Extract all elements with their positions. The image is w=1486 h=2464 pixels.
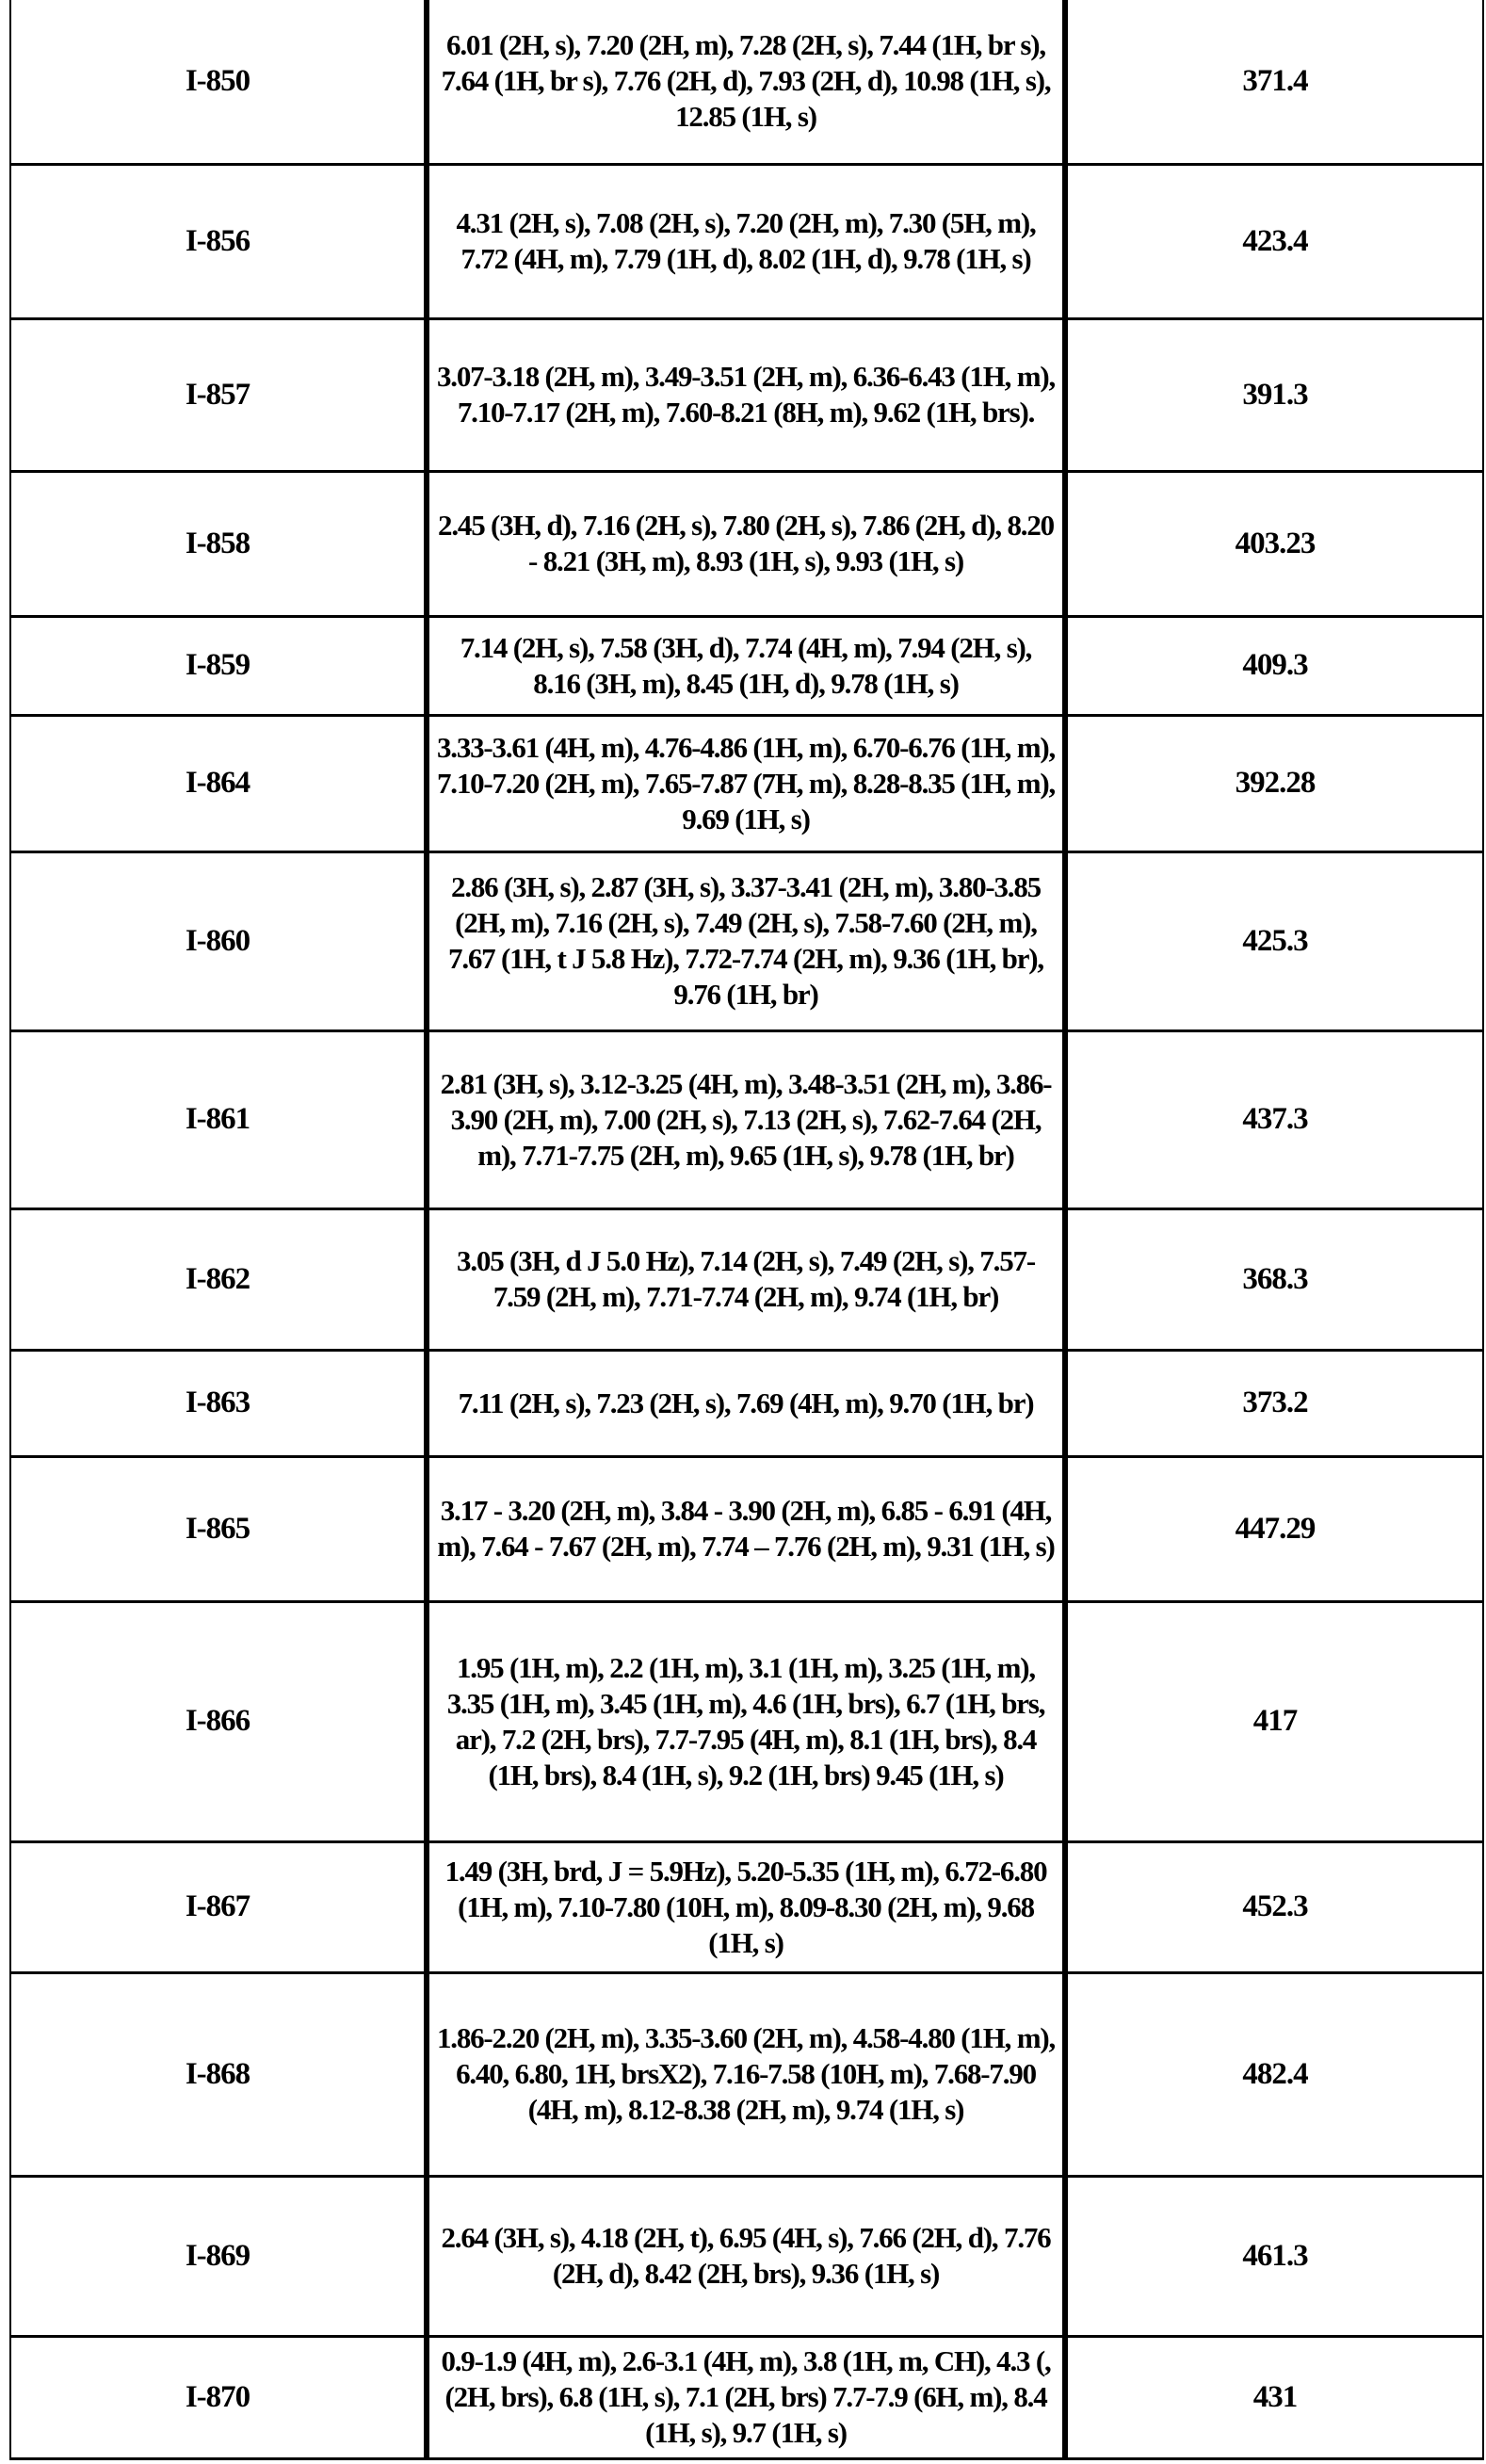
mass-cell: 431 — [1065, 2336, 1483, 2458]
nmr-data-cell: 1.49 (3H, brd, J = 5.9Hz), 5.20-5.35 (1H, m), 6.72-6.80 (1H, m), 7.10-7.80 (10H, m), 8.09-8.30 (2H, m), 9.68 (1H, s) — [427, 1841, 1065, 1972]
compound-id-cell: I-858 — [10, 471, 427, 616]
compound-id-cell: I-864 — [10, 715, 427, 851]
nmr-data-cell: 7.14 (2H, s), 7.58 (3H, d), 7.74 (4H, m), 7.94 (2H, s), 8.16 (3H, m), 8.45 (1H, d), 9.78 (1H, s) — [427, 616, 1065, 715]
mass-cell: 392.28 — [1065, 715, 1483, 851]
mass-cell: 403.23 — [1065, 471, 1483, 616]
nmr-data-cell: 2.86 (3H, s), 2.87 (3H, s), 3.37-3.41 (2H, m), 3.80-3.85 (2H, m), 7.16 (2H, s), 7.49 (2H, s), 7.58-7.60 (2H, m), 7.67 (1H, t J 5.8 Hz), 7.72-7.74 (2H, m), 9.36 (1H, br), 9.76 (1H, br) — [427, 851, 1065, 1030]
nmr-data-cell: 2.64 (3H, s), 4.18 (2H, t), 6.95 (4H, s), 7.66 (2H, d), 7.76 (2H, d), 8.42 (2H, brs), 9.36 (1H, s) — [427, 2176, 1065, 2336]
table-row — [10, 164, 1483, 318]
table-row — [10, 851, 1483, 1030]
table-row — [10, 1350, 1483, 1456]
compound-id-cell: I-860 — [10, 851, 427, 1030]
nmr-data-cell: 2.81 (3H, s), 3.12-3.25 (4H, m), 3.48-3.51 (2H, m), 3.86-3.90 (2H, m), 7.00 (2H, s), 7.13 (2H, s), 7.62-7.64 (2H, m), 7.71-7.75 (2H, m), 9.65 (1H, s), 9.78 (1H, br) — [427, 1030, 1065, 1208]
compound-id-cell: I-865 — [10, 1456, 427, 1601]
table-row — [10, 1841, 1483, 1972]
compound-id-cell: I-862 — [10, 1208, 427, 1350]
nmr-data-cell: 1.86-2.20 (2H, m), 3.35-3.60 (2H, m), 4.58-4.80 (1H, m), 6.40, 6.80, 1H, brsX2), 7.16-7.58 (10H, m), 7.68-7.90 (4H, m), 8.12-8.38 (2H, m), 9.74 (1H, s) — [427, 1972, 1065, 2176]
compound-id-cell: I-856 — [10, 164, 427, 318]
compound-id-cell: I-867 — [10, 1841, 427, 1972]
table-row — [10, 616, 1483, 715]
compound-id-cell: I-861 — [10, 1030, 427, 1208]
mass-cell: 417 — [1065, 1601, 1483, 1841]
compound-id-cell: I-857 — [10, 318, 427, 471]
nmr-data-cell: 2.45 (3H, d), 7.16 (2H, s), 7.80 (2H, s), 7.86 (2H, d), 8.20 - 8.21 (3H, m), 8.93 (1H, s), 9.93 (1H, s) — [427, 471, 1065, 616]
nmr-data-cell: 1.95 (1H, m), 2.2 (1H, m), 3.1 (1H, m), 3.25 (1H, m), 3.35 (1H, m), 3.45 (1H, m), 4.6 (1H, brs), 6.7 (1H, brs, ar), 7.2 (2H, brs), 7.7-7.95 (4H, m), 8.1 (1H, brs), 8.4 (1H, brs), 8.4 (1H, s), 9.2 (1H, brs) 9.45 (1H, s) — [427, 1601, 1065, 1841]
mass-cell: 409.3 — [1065, 616, 1483, 715]
table-row — [10, 715, 1483, 851]
mass-cell: 368.3 — [1065, 1208, 1483, 1350]
table-row — [10, 0, 1483, 164]
table-row — [10, 1030, 1483, 1208]
table-row — [10, 1601, 1483, 1841]
mass-cell: 461.3 — [1065, 2176, 1483, 2336]
mass-cell: 482.4 — [1065, 1972, 1483, 2176]
compound-id-cell: I-859 — [10, 616, 427, 715]
compound-id-cell: I-866 — [10, 1601, 427, 1841]
mass-cell: 371.4 — [1065, 0, 1483, 164]
compound-id-cell: I-870 — [10, 2336, 427, 2458]
compound-data-table — [9, 0, 1484, 2460]
table-row — [10, 1456, 1483, 1601]
mass-cell: 452.3 — [1065, 1841, 1483, 1972]
nmr-data-cell: 3.05 (3H, d J 5.0 Hz), 7.14 (2H, s), 7.49 (2H, s), 7.57-7.59 (2H, m), 7.71-7.74 (2H, m), 9.74 (1H, br) — [427, 1208, 1065, 1350]
nmr-data-cell: 7.11 (2H, s), 7.23 (2H, s), 7.69 (4H, m), 9.70 (1H, br) — [427, 1350, 1065, 1456]
mass-cell: 373.2 — [1065, 1350, 1483, 1456]
compound-id-cell: I-850 — [10, 0, 427, 164]
compound-id-cell: I-863 — [10, 1350, 427, 1456]
table-row — [10, 2176, 1483, 2336]
table-row — [10, 471, 1483, 616]
nmr-data-cell: 6.01 (2H, s), 7.20 (2H, m), 7.28 (2H, s), 7.44 (1H, br s), 7.64 (1H, br s), 7.76 (2H, d), 7.93 (2H, d), 10.98 (1H, s), 12.85 (1H, s) — [427, 0, 1065, 164]
table-row — [10, 318, 1483, 471]
table-row — [10, 1208, 1483, 1350]
mass-cell: 437.3 — [1065, 1030, 1483, 1208]
table-row — [10, 1972, 1483, 2176]
nmr-data-cell: 0.9-1.9 (4H, m), 2.6-3.1 (4H, m), 3.8 (1H, m, CH), 4.3 (, (2H, brs), 6.8 (1H, s), 7.1 (2H, brs) 7.7-7.9 (6H, m), 8.4 (1H, s), 9.7 (1H, s) — [427, 2336, 1065, 2458]
nmr-data-cell: 3.17 - 3.20 (2H, m), 3.84 - 3.90 (2H, m), 6.85 - 6.91 (4H, m), 7.64 - 7.67 (2H, m), 7.74 – 7.76 (2H, m), 9.31 (1H, s) — [427, 1456, 1065, 1601]
nmr-data-cell: 4.31 (2H, s), 7.08 (2H, s), 7.20 (2H, m), 7.30 (5H, m), 7.72 (4H, m), 7.79 (1H, d), 8.02 (1H, d), 9.78 (1H, s) — [427, 164, 1065, 318]
table-row — [10, 2336, 1483, 2458]
nmr-data-cell: 3.33-3.61 (4H, m), 4.76-4.86 (1H, m), 6.70-6.76 (1H, m), 7.10-7.20 (2H, m), 7.65-7.87 (7H, m), 8.28-8.35 (1H, m), 9.69 (1H, s) — [427, 715, 1065, 851]
compound-id-cell: I-869 — [10, 2176, 427, 2336]
mass-cell: 391.3 — [1065, 318, 1483, 471]
mass-cell: 423.4 — [1065, 164, 1483, 318]
compound-id-cell: I-868 — [10, 1972, 427, 2176]
nmr-data-cell: 3.07-3.18 (2H, m), 3.49-3.51 (2H, m), 6.36-6.43 (1H, m), 7.10-7.17 (2H, m), 7.60-8.21 (8H, m), 9.62 (1H, brs). — [427, 318, 1065, 471]
mass-cell: 425.3 — [1065, 851, 1483, 1030]
mass-cell: 447.29 — [1065, 1456, 1483, 1601]
